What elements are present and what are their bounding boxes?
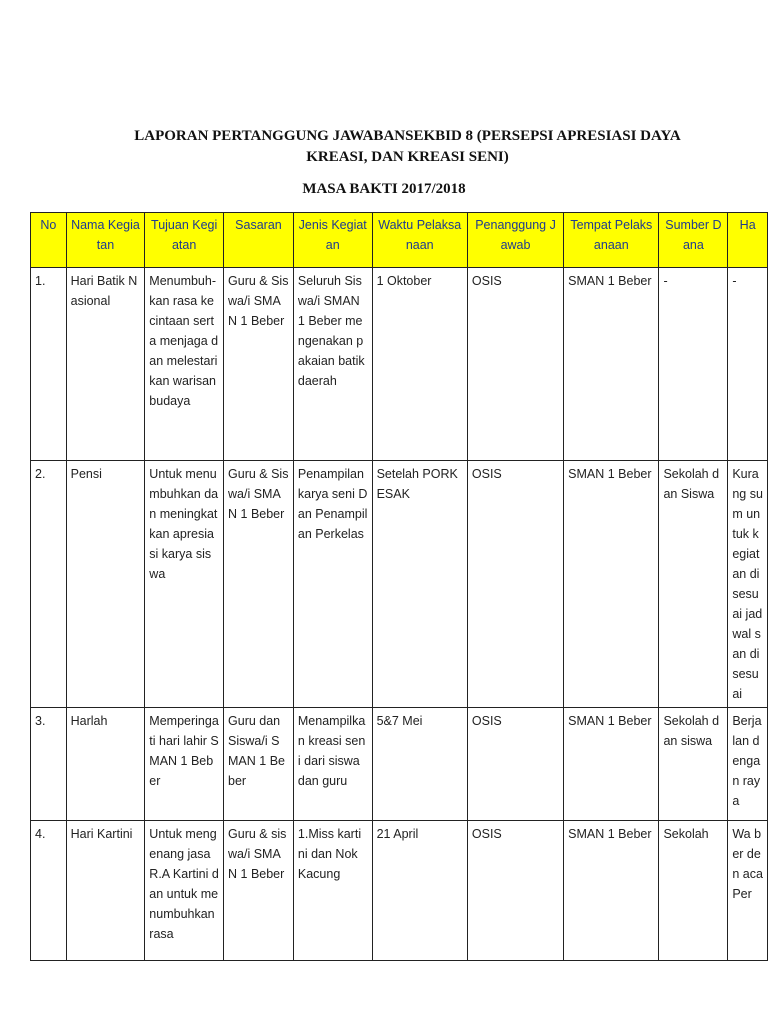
cell-jenis-kegiatan: Penampilan karya seni Dan Penampilan Perkelas [293,461,372,708]
cell-hasil: Kurang sum untuk kegiatan disesuai jadwal san disesuai [728,461,768,708]
header-sumber-dana: Sumber Dana [659,213,728,268]
header-penanggung-jawab: Penanggung Jawab [467,213,563,268]
cell-hasil: Wa ber den aca Per [728,821,768,961]
table-row [31,268,768,461]
document-title [0,126,768,168]
header-sasaran: Sasaran [224,213,294,268]
cell-sasaran: Guru & Siswa/i SMAN 1 Beber [224,268,294,461]
cell-tempat-pelaksanaan: SMAN 1 Beber [564,821,659,961]
cell-tempat-pelaksanaan: SMAN 1 Beber [564,708,659,821]
cell-sumber-dana: Sekolah [659,821,728,961]
table-row [31,708,768,821]
cell-hasil: - [728,268,768,461]
cell-nama-kegiatan: Pensi [66,461,145,708]
cell-waktu-pelaksanaan: 21 April [372,821,467,961]
cell-waktu-pelaksanaan: 5&7 Mei [372,708,467,821]
cell-no: 2. [31,461,67,708]
cell-tempat-pelaksanaan: SMAN 1 Beber [564,268,659,461]
cell-nama-kegiatan: Hari Batik Nasional [66,268,145,461]
header-hasil: Ha [728,213,768,268]
cell-penanggung-jawab: OSIS [467,708,563,821]
cell-jenis-kegiatan: Menampilkan kreasi seni dari siswa dan guru [293,708,372,821]
cell-penanggung-jawab: OSIS [467,821,563,961]
cell-waktu-pelaksanaan: 1 Oktober [372,268,467,461]
table-header-row [31,213,768,268]
table-row [31,821,768,961]
cell-sasaran: Guru & siswa/i SMAN 1 Beber [224,821,294,961]
title-line-2: KREASI, DAN KREASI SENI) [306,149,509,165]
cell-waktu-pelaksanaan: Setelah PORKESAK [372,461,467,708]
cell-sumber-dana: Sekolah dan Siswa [659,461,728,708]
activity-report-table [30,212,768,961]
cell-nama-kegiatan: Harlah [66,708,145,821]
cell-sasaran: Guru & Siswa/i SMAN 1 Beber [224,461,294,708]
cell-penanggung-jawab: OSIS [467,461,563,708]
header-waktu-pelaksanaan: Waktu Pelaksanaan [372,213,467,268]
document-subtitle: MASA BAKTI 2017/2018 [302,181,466,197]
header-no: No [31,213,67,268]
title-line-1: LAPORAN PERTANGGUNG JAWABANSEKBID 8 (PERSEPSI APRESIASI DAYA [134,128,681,144]
cell-sumber-dana: Sekolah dan siswa [659,708,728,821]
cell-no: 3. [31,708,67,821]
cell-nama-kegiatan: Hari Kartini [66,821,145,961]
cell-tujuan-kegiatan: Untuk menumbuhkan dan meningkatkan apresiasi karya siswa [145,461,224,708]
header-tujuan-kegiatan: Tujuan Kegiatan [145,213,224,268]
cell-tujuan-kegiatan: Memperingati hari lahir SMAN 1 Beber [145,708,224,821]
cell-tujuan-kegiatan: Menumbuh-kan rasa kecintaan serta menjaga dan melestarikan warisan budaya [145,268,224,461]
cell-no: 4. [31,821,67,961]
cell-penanggung-jawab: OSIS [467,268,563,461]
cell-no: 1. [31,268,67,461]
cell-sumber-dana: - [659,268,728,461]
header-nama-kegiatan: Nama Kegiatan [66,213,145,268]
cell-sasaran: Guru dan Siswa/i SMAN 1 Beber [224,708,294,821]
cell-jenis-kegiatan: Seluruh Siswa/i SMAN 1 Beber mengenakan pakaian batik daerah [293,268,372,461]
header-jenis-kegiatan: Jenis Kegiatan [293,213,372,268]
cell-hasil: Berjalan dengan raya [728,708,768,821]
header-tempat-pelaksanaan: Tempat Pelaksanaan [564,213,659,268]
cell-tempat-pelaksanaan: SMAN 1 Beber [564,461,659,708]
table-row [31,461,768,708]
cell-jenis-kegiatan: 1.Miss kartini dan Nok Kacung [293,821,372,961]
cell-tujuan-kegiatan: Untuk mengenang jasa R.A Kartini dan untuk menumbuhkan rasa [145,821,224,961]
